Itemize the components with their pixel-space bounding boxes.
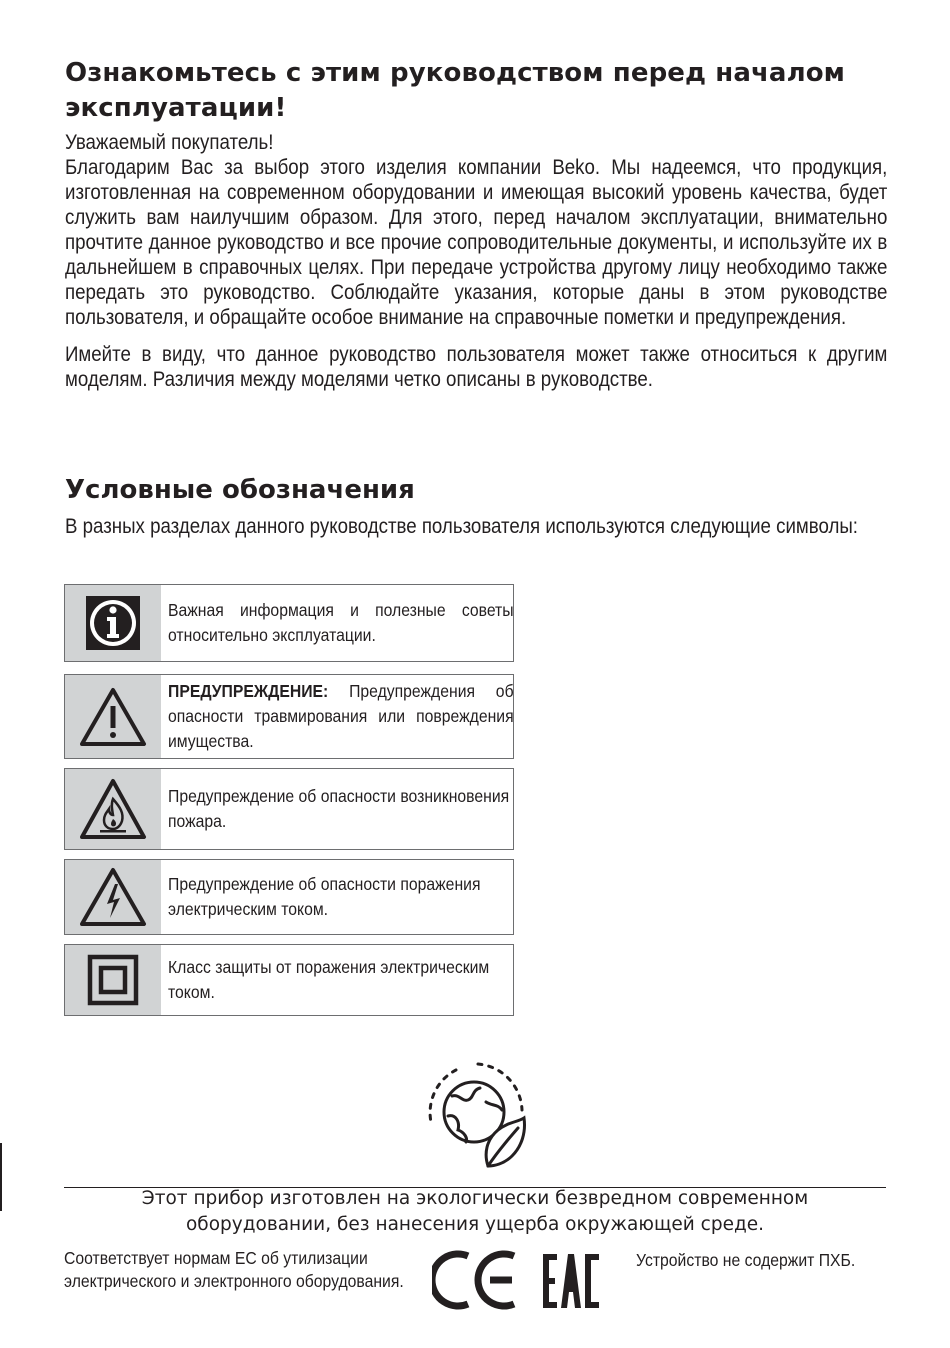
fire-warning-icon — [65, 769, 161, 849]
symbols-description: В разных разделах данного руководстве пользователя используются следующие символы: — [65, 515, 859, 538]
symbol-row-warning — [64, 674, 514, 759]
page-edge-mark — [0, 1143, 2, 1211]
weee-text: Соответствует нормам ЕС об утилизации электрического и электронного оборудования. — [64, 1248, 404, 1291]
electric-shock-warning-icon — [65, 860, 161, 934]
intro-text — [65, 130, 887, 330]
intro-section — [65, 56, 887, 392]
protection-class-icon — [65, 945, 161, 1015]
symbol-text-warning: Предупреждения об опасности травмирования или повреждения имущества. — [168, 681, 514, 751]
eco-globe-leaf-icon — [422, 1058, 532, 1172]
symbol-row-protection-class — [64, 944, 514, 1016]
ce-mark-icon — [432, 1250, 522, 1310]
symbol-text-protection-class: Класс защиты от поражения электрическим током. — [168, 957, 490, 1002]
symbol-text-fire: Предупреждение об опасности возникновения пожара. — [168, 786, 510, 831]
symbols-title: Условные обозначения — [65, 475, 415, 505]
info-icon — [65, 585, 161, 661]
symbol-row-electric — [64, 859, 514, 935]
intro-paragraph-2: Имейте в виду, что данное руководство пользователя может также относиться к другим моделям. Различия между моделями четко описаны в руководстве. — [65, 343, 888, 391]
warning-icon — [65, 675, 161, 758]
eco-text-line-2: оборудовании, без нанесения ущерба окружающей среде. — [185, 1214, 765, 1235]
page-title: Ознакомьтесь с этим руководством перед началом эксплуатации! — [65, 58, 846, 123]
greeting: Уважаемый покупатель! — [65, 131, 274, 154]
eac-mark-icon — [541, 1252, 601, 1310]
symbols-section — [65, 474, 887, 539]
symbol-row-fire — [64, 768, 514, 850]
intro-paragraph-1: Благодарим Вас за выбор этого изделия компании Beko. Мы надеемся, что продукция, изготовленная на современном оборудовании и имеющая высокий уровень качества, будет служить вам наилучшим образом. Для этого, перед началом эксплуатации, внимательно прочтите данное руководство и все прочие сопроводительные документы, и используйте их в дальнейшем в справочных целях. При передаче устройства другому лицу необходимо также передать это руководство. Соблюдайте указания, которые даны в этом руководстве пользователя, и обращайте особое внимание на справочные пометки и предупреждения. — [65, 156, 888, 329]
symbol-text-electric: Предупреждение об опасности поражения электрическим током. — [168, 874, 481, 919]
warning-label: ПРЕДУПРЕЖДЕНИЕ: — [168, 681, 329, 701]
symbol-row-info — [64, 584, 514, 662]
eco-text-line-1: Этот прибор изготовлен на экологически безвредном современном — [141, 1188, 809, 1209]
pcb-text: Устройство не содержит ПХБ. — [636, 1250, 856, 1270]
symbol-text-info: Важная информация и полезные советы относительно эксплуатации. — [168, 600, 514, 645]
eco-text — [64, 1186, 886, 1238]
